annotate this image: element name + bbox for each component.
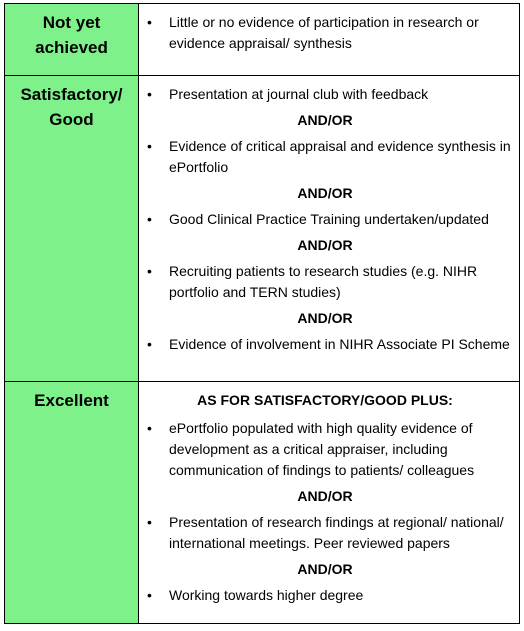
item-text: Presentation of research findings at regional/ national/ international meetings. Peer reviewed papers bbox=[169, 514, 504, 551]
item-text: Little or no evidence of participation in research or evidence appraisal/ synthesis bbox=[169, 14, 479, 51]
criteria-cell bbox=[139, 76, 520, 382]
level-label: Excellent bbox=[34, 391, 109, 410]
list-item bbox=[139, 418, 511, 481]
bullet: • bbox=[147, 14, 152, 30]
excellent-heading: AS FOR SATISFACTORY/GOOD PLUS: bbox=[197, 392, 453, 408]
list-item bbox=[139, 12, 511, 54]
level-cell bbox=[5, 76, 139, 382]
item-text: Evidence of critical appraisal and evidence synthesis in ePortfolio bbox=[169, 138, 511, 175]
bullet: • bbox=[147, 587, 152, 603]
criteria-list bbox=[139, 12, 511, 54]
row-satisfactory-good bbox=[5, 76, 520, 382]
assessment-table bbox=[4, 3, 520, 624]
item-text: Presentation at journal club with feedback bbox=[169, 86, 429, 102]
item-text: ePortfolio populated with high quality evidence of development as a critical appraiser, including communication of findings to patients/ colleagues bbox=[169, 420, 475, 478]
row-excellent bbox=[5, 382, 520, 624]
andor-connector: AND/OR bbox=[297, 185, 353, 201]
row-not-yet-achieved bbox=[5, 4, 520, 76]
andor-connector: AND/OR bbox=[297, 310, 353, 326]
bullet: • bbox=[147, 514, 152, 530]
list-item bbox=[139, 84, 511, 105]
bullet: • bbox=[147, 138, 152, 154]
level-cell bbox=[5, 4, 139, 76]
item-text: Good Clinical Practice Training undertaken/updated bbox=[169, 211, 489, 227]
andor-connector: AND/OR bbox=[297, 561, 353, 577]
andor-connector: AND/OR bbox=[297, 237, 353, 253]
criteria-list bbox=[139, 84, 511, 355]
criteria-cell bbox=[139, 4, 520, 76]
item-text: Recruiting patients to research studies (e.g. NIHR portfolio and TERN studies) bbox=[169, 263, 478, 300]
list-item bbox=[139, 334, 511, 355]
andor-connector: AND/OR bbox=[297, 488, 353, 504]
andor-connector: AND/OR bbox=[297, 112, 353, 128]
item-text: Working towards higher degree bbox=[169, 587, 364, 603]
criteria-cell bbox=[139, 382, 520, 624]
list-item bbox=[139, 585, 511, 606]
list-item bbox=[139, 261, 511, 303]
list-item bbox=[139, 209, 511, 230]
list-item bbox=[139, 512, 511, 554]
bullet: • bbox=[147, 86, 152, 102]
bullet: • bbox=[147, 336, 152, 352]
bullet: • bbox=[147, 263, 152, 279]
level-label: Satisfactory/ Good bbox=[20, 85, 123, 129]
level-cell bbox=[5, 382, 139, 624]
item-text: Evidence of involvement in NIHR Associate PI Scheme bbox=[169, 336, 510, 352]
criteria-list bbox=[139, 418, 511, 606]
bullet: • bbox=[147, 420, 152, 436]
level-label: Not yet achieved bbox=[35, 13, 108, 57]
list-item bbox=[139, 136, 511, 178]
bullet: • bbox=[147, 211, 152, 227]
